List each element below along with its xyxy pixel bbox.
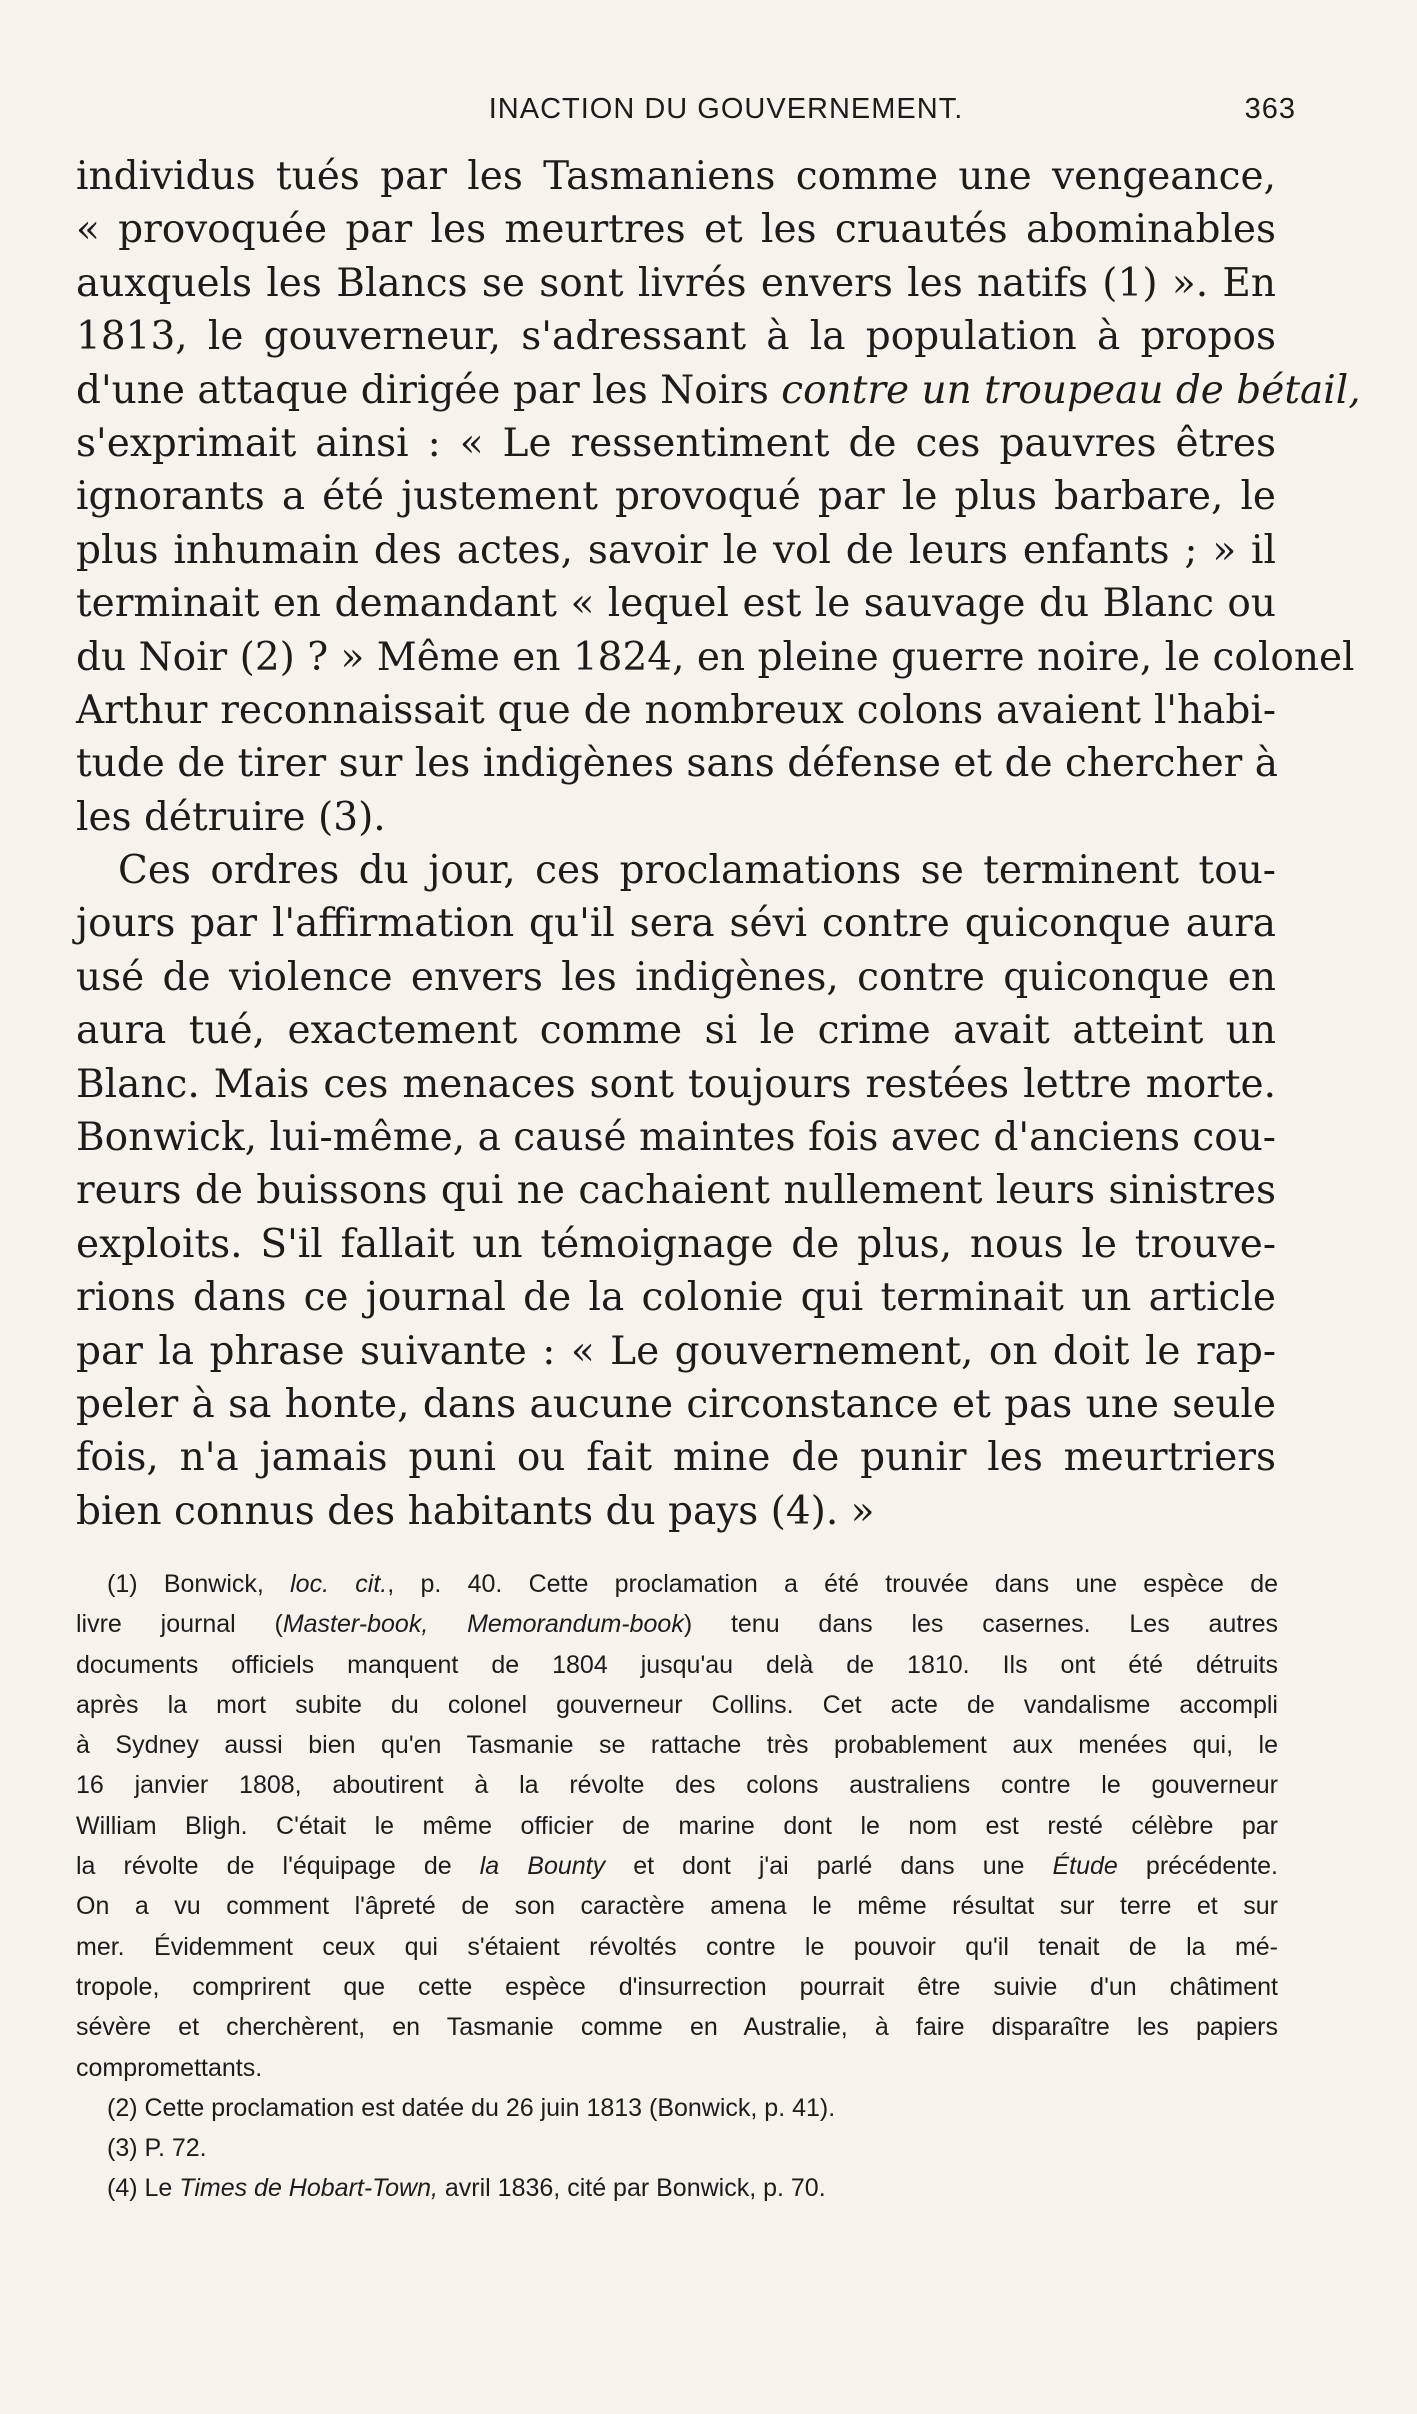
text-segment: (1) Bonwick, (107, 1570, 291, 1598)
italic-segment: loc. cit. (290, 1570, 388, 1598)
text-segment: ) tenu dans les casernes. Les autres (683, 1610, 1278, 1639)
footnotes (76, 1564, 1278, 2209)
chapter-title: INACTION DU GOUVERNEMENT. (488, 93, 964, 125)
text-segment: (4) Le (107, 2174, 180, 2203)
text-line: Bonwick, lui-même, a causé maintes fois avec d'anciens cou- (76, 1115, 1276, 1161)
italic-segment: Master-book, Memorandum-book (282, 1610, 684, 1639)
footnote-1-line: tropole, comprirent que cette espèce d'insurrection pourrait être suivie d'un châtiment (76, 1972, 1278, 2001)
text-line: du Noir (2) ? » Même en 1824, en pleine guerre noire, le colonel (76, 634, 1355, 680)
text-line: s'exprimait ainsi : « Le ressentiment de ces pauvres êtres (76, 420, 1276, 466)
text-line: Arthur reconnaissait que de nombreux colons avaient l'habi- (76, 687, 1276, 733)
running-header (76, 93, 1296, 133)
text-line: terminait en demandant « lequel est le sauvage du Blanc ou (76, 581, 1276, 627)
text-segment: avril 1836, cité par Bonwick, p. 70. (437, 2174, 826, 2203)
footnote-4 (76, 2168, 1278, 2208)
text-line (76, 364, 1361, 417)
text-segment: et dont j'ai parlé dans une (605, 1852, 1053, 1881)
footnote-1-line: à Sydney aussi bien qu'en Tasmanie se rattache très probablement aux menées qui, le (76, 1731, 1278, 1760)
italic-segment: contre un troupeau de bétail, (781, 367, 1361, 413)
text-line: jours par l'affirmation qu'il sera sévi contre quiconque aura (76, 901, 1276, 947)
text-line: Blanc. Mais ces menaces sont toujours restées lettre morte. (76, 1061, 1276, 1107)
footnote-1-line: 16 janvier 1808, aboutirent à la révolte des colons australiens contre le gouverneur (76, 1771, 1278, 1800)
text-line: peler à sa honte, dans aucune circonstance et pas une seule (76, 1381, 1276, 1427)
footnote-1-line (76, 1604, 1278, 1644)
text-line: usé de violence envers les indigènes, contre quiconque en (76, 954, 1276, 1000)
italic-segment: la Bounty (479, 1852, 606, 1881)
footnote-1-line: documents officiels manquent de 1804 jusqu'au delà de 1810. Ils ont été détruits (76, 1650, 1278, 1679)
text-line: ignorants a été justement provoqué par le plus barbare, le (76, 474, 1276, 520)
footnote-1-line: compromettants. (76, 2053, 263, 2082)
text-line: aura tué, exactement comme si le crime avait atteint un (76, 1008, 1276, 1054)
italic-segment: Times de Hobart-Town, (179, 2174, 438, 2203)
footnote-1-line: mer. Évidemment ceux qui s'étaient révoltés contre le pouvoir qu'il tenait de la mé- (76, 1932, 1278, 1961)
text-line: individus tués par les Tasmaniens comme une vengeance, (76, 154, 1276, 199)
text-line: bien connus des habitants du pays (4). » (76, 1488, 875, 1534)
text-line: tude de tirer sur les indigènes sans défense et de chercher à (76, 741, 1278, 787)
footnote-1-line: On a vu comment l'âpreté de son caractère amena le même résultat sur terre et sur (76, 1892, 1278, 1921)
text-line: fois, n'a jamais puni ou fait mine de punir les meurtriers (76, 1435, 1276, 1481)
text-line: par la phrase suivante : « Le gouvernement, on doit le rap- (76, 1328, 1276, 1374)
footnote-1-line: William Bligh. C'était le même officier de marine dont le nom est resté célèbre par (76, 1811, 1278, 1840)
text-line: exploits. S'il fallait un témoignage de plus, nous le trouve- (76, 1221, 1276, 1267)
text-line: Ces ordres du jour, ces proclamations se terminent tou- (118, 848, 1276, 894)
footnote-1-line: après la mort subite du colonel gouverneur Collins. Cet acte de vandalisme accompli (76, 1690, 1278, 1719)
footnote-2: (2) Cette proclamation est datée du 26 juin 1813 (Bonwick, p. 41). (107, 2093, 836, 2122)
text-segment: précédente. (1117, 1852, 1278, 1881)
text-line: plus inhumain des actes, savoir le vol de leurs enfants ; » il (76, 527, 1276, 573)
page-number: 363 (1244, 93, 1296, 125)
text-line: rions dans ce journal de la colonie qui terminait un article (76, 1275, 1276, 1321)
footnote-1-line (76, 1564, 1278, 1604)
text-line: « provoquée par les meurtres et les cruautés abominables (76, 207, 1276, 253)
footnote-1-line (76, 1846, 1278, 1886)
italic-segment: Étude (1052, 1852, 1118, 1881)
text-line: auxquels les Blancs se sont livrés envers les natifs (1) ». En (76, 260, 1276, 306)
text-line: les détruire (3). (76, 794, 386, 840)
text-segment: d'une attaque dirigée par les Noirs (76, 367, 782, 413)
text-segment: , p. 40. Cette proclamation a été trouvée dans une espèce de (387, 1570, 1278, 1598)
text-segment: la révolte de l'équipage de (76, 1852, 480, 1881)
text-line: 1813, le gouverneur, s'adressant à la population à propos (76, 314, 1276, 360)
main-text (76, 150, 1361, 1538)
text-line: reurs de buissons qui ne cachaient nullement leurs sinistres (76, 1168, 1276, 1214)
footnote-3: (3) P. 72. (107, 2134, 207, 2163)
footnote-1-line: sévère et cherchèrent, en Tasmanie comme en Australie, à faire disparaître les papiers (76, 2013, 1278, 2042)
text-segment: livre journal ( (76, 1610, 283, 1639)
